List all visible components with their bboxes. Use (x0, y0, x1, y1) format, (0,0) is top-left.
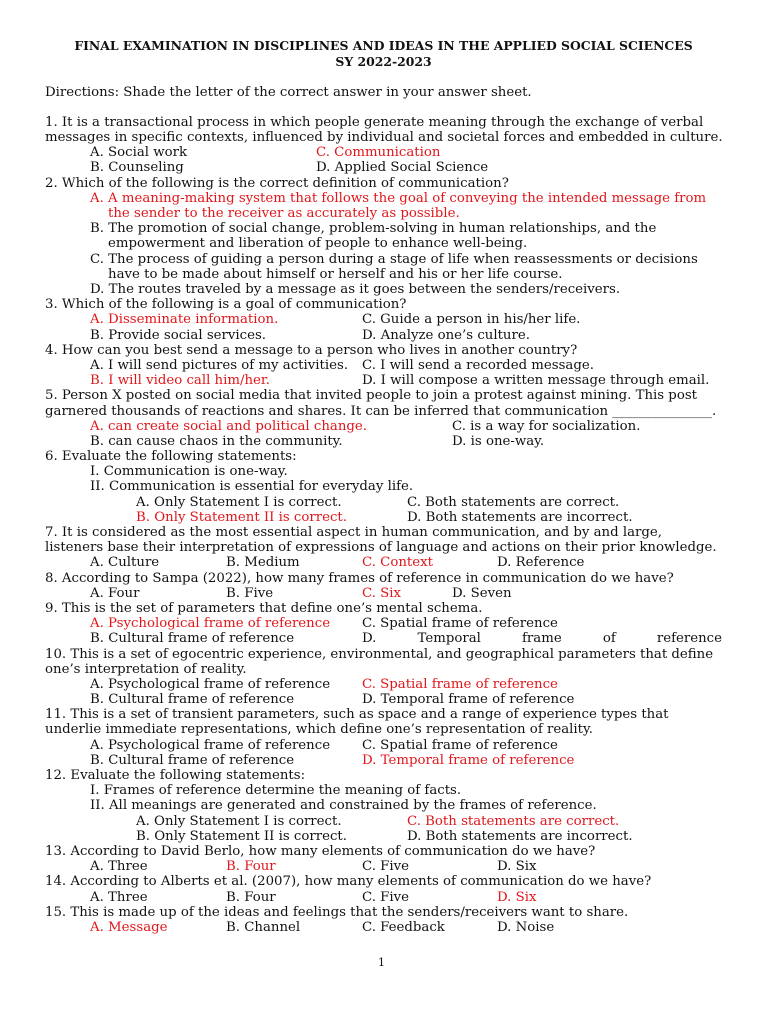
q12-option-b: B. Only Statement II is correct. (136, 829, 347, 844)
q15-option-a-answer: A. Message (90, 920, 168, 935)
question-10-text: 10. This is a set of egocentric experience, environmental, and geographical parameters that define (45, 647, 714, 662)
q7-option-a: A. Culture (90, 555, 160, 570)
q2-option-a-answer: A. A meaning-making system that follows the goal of conveying the intended message from (90, 191, 707, 206)
q7-option-d: D. Reference (497, 555, 585, 570)
q1-option-d: D. Applied Social Science (316, 160, 489, 175)
q15-option-d: D. Noise (497, 920, 555, 935)
q15-option-b: B. Channel (226, 920, 301, 935)
q2-option-a-answer-2: the sender to the receiver as accurately as possible. (108, 206, 460, 221)
q12-option-d: D. Both statements are incorrect. (407, 829, 633, 844)
q6-option-b-answer: B. Only Statement II is correct. (136, 510, 347, 525)
q10-option-b: B. Cultural frame of reference (90, 692, 295, 707)
q9-option-d-word: reference (656, 631, 722, 646)
q2-option-b: B. The promotion of social change, problem-solving in human relationships, and the (90, 221, 657, 236)
q9-option-d-word: D. (362, 631, 377, 646)
q14-option-d-answer: D. Six (497, 890, 537, 905)
question-15-text: 15. This is made up of the ideas and feelings that the senders/receivers want to share. (45, 905, 629, 920)
q8-option-b: B. Five (226, 586, 274, 601)
q9-option-d-word: of (602, 631, 616, 646)
question-13-text: 13. According to David Berlo, how many elements of communication do we have? (45, 844, 596, 859)
q7-option-b: B. Medium (226, 555, 300, 570)
q3-option-c: C. Guide a person in his/her life. (362, 312, 581, 327)
q6-option-c: C. Both statements are correct. (407, 495, 620, 510)
q2-option-c-2: have to be made about himself or herself and his or her life course. (108, 267, 563, 282)
q1-option-a: A. Social work (90, 145, 188, 160)
q9-option-c: C. Spatial frame of reference (362, 616, 558, 631)
question-1-text-2: messages in specific contexts, influenced by individual and societal forces and embedded in culture. (45, 130, 723, 145)
question-8-text: 8. According to Sampa (2022), how many frames of reference in communication do we have? (45, 571, 674, 586)
question-7-text-2: listeners base their interpretation of expressions of language and actions on their prior knowledge. (45, 540, 717, 555)
question-4-text: 4. How can you best send a message to a person who lives in another country? (45, 343, 578, 358)
q2-option-d: D. The routes traveled by a message as it goes between the senders/receivers. (90, 282, 621, 297)
q7-option-c-answer: C. Context (362, 555, 433, 570)
question-12-text: 12. Evaluate the following statements: (45, 768, 306, 783)
q11-option-c: C. Spatial frame of reference (362, 738, 558, 753)
school-year: SY 2022-2023 (335, 54, 432, 69)
q9-option-a-answer: A. Psychological frame of reference (90, 616, 331, 631)
q5-option-c: C. is a way for socialization. (452, 419, 641, 434)
q14-option-b: B. Four (226, 890, 276, 905)
question-5-text-2: garnered thousands of reactions and shares. It can be inferred that communication _______________. (45, 404, 717, 419)
page-number: 1 (378, 956, 385, 969)
directions: Directions: Shade the letter of the correct answer in your answer sheet. (45, 85, 532, 100)
question-6-text: 6. Evaluate the following statements: (45, 449, 297, 464)
question-7-text: 7. It is considered as the most essential aspect in human communication, and by and large, (45, 525, 662, 540)
q5-option-d: D. is one-way. (452, 434, 545, 449)
question-11-text: 11. This is a set of transient parameters, such as space and a range of experience types that (45, 707, 669, 722)
q6-option-d: D. Both statements are incorrect. (407, 510, 633, 525)
q4-option-d: D. I will compose a written message through email. (362, 373, 710, 388)
q11-option-b: B. Cultural frame of reference (90, 753, 295, 768)
q13-option-b-answer: B. Four (226, 859, 276, 874)
q4-option-b-answer: B. I will video call him/her. (90, 373, 271, 388)
question-11-text-2: underlie immediate representations, which define one’s representation of reality. (45, 722, 593, 737)
question-10-text-2: one’s interpretation of reality. (45, 662, 247, 677)
question-2-text: 2. Which of the following is the correct definition of communication? (45, 176, 509, 191)
question-5-text: 5. Person X posted on social media that invited people to join a protest against mining. This post (45, 388, 697, 403)
q8-option-d: D. Seven (452, 586, 512, 601)
exam-title: FINAL EXAMINATION IN DISCIPLINES AND IDEAS IN THE APPLIED SOCIAL SCIENCES (74, 38, 693, 53)
q9-option-b: B. Cultural frame of reference (90, 631, 295, 646)
q8-option-c-answer: C. Six (362, 586, 402, 601)
q13-option-c: C. Five (362, 859, 410, 874)
question-1-text: 1. It is a transactional process in which people generate meaning through the exchange of verbal (45, 115, 704, 130)
question-9-text: 9. This is the set of parameters that define one’s mental schema. (45, 601, 483, 616)
q9-option-d-word: frame (522, 631, 562, 646)
q14-option-c: C. Five (362, 890, 410, 905)
q1-option-c-answer: C. Communication (316, 145, 441, 160)
q13-option-d: D. Six (497, 859, 537, 874)
q11-option-a: A. Psychological frame of reference (90, 738, 331, 753)
q2-option-b-2: empowerment and liberation of people to enhance well-being. (108, 236, 528, 251)
q10-option-d: D. Temporal frame of reference (362, 692, 575, 707)
q2-option-c: C. The process of guiding a person during a stage of life when reassessments or decisions (90, 252, 698, 267)
q12-option-a: A. Only Statement I is correct. (136, 814, 342, 829)
q13-option-a: A. Three (90, 859, 148, 874)
q4-option-c: C. I will send a recorded message. (362, 358, 594, 373)
q10-option-a: A. Psychological frame of reference (90, 677, 331, 692)
q3-option-d: D. Analyze one’s culture. (362, 328, 530, 343)
q6-statement-2: II. Communication is essential for everyday life. (90, 479, 414, 494)
q15-option-c: C. Feedback (362, 920, 445, 935)
q3-option-b: B. Provide social services. (90, 328, 267, 343)
q5-option-b: B. can cause chaos in the community. (90, 434, 343, 449)
q9-option-d (362, 631, 722, 646)
q14-option-a: A. Three (90, 890, 148, 905)
q5-option-a-answer: A. can create social and political change. (90, 419, 368, 434)
q6-statement-1: I. Communication is one-way. (90, 464, 288, 479)
q6-option-a: A. Only Statement I is correct. (136, 495, 342, 510)
q12-statement-2: II. All meanings are generated and constrained by the frames of reference. (90, 798, 597, 813)
question-3-text: 3. Which of the following is a goal of communication? (45, 297, 407, 312)
q12-option-c-answer: C. Both statements are correct. (407, 814, 620, 829)
q9-option-d-word: Temporal (417, 631, 481, 646)
q12-statement-1: I. Frames of reference determine the meaning of facts. (90, 783, 462, 798)
q11-option-d-answer: D. Temporal frame of reference (362, 753, 575, 768)
q8-option-a: A. Four (90, 586, 140, 601)
q1-option-b: B. Counseling (90, 160, 184, 175)
q3-option-a-answer: A. Disseminate information. (90, 312, 279, 327)
question-14-text: 14. According to Alberts et al. (2007), how many elements of communication do we have? (45, 874, 652, 889)
q10-option-c-answer: C. Spatial frame of reference (362, 677, 558, 692)
q4-option-a: A. I will send pictures of my activities. (90, 358, 349, 373)
